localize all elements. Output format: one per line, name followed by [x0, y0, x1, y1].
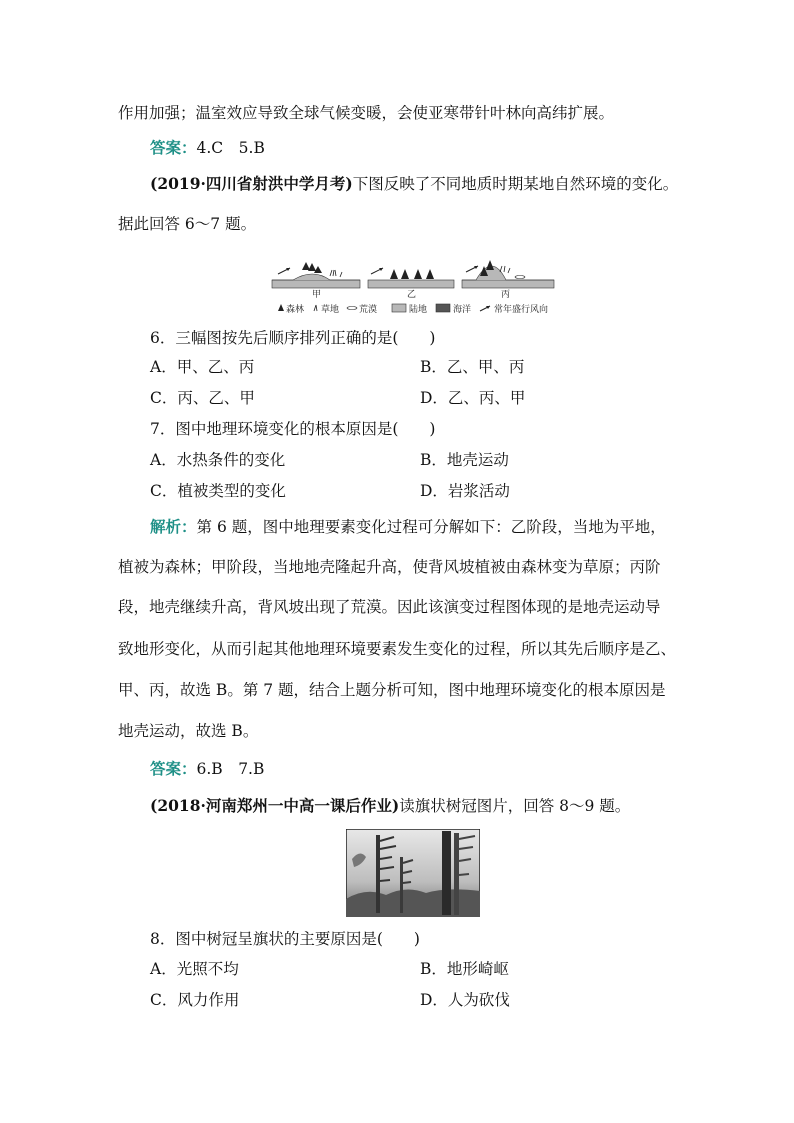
grass-icon	[314, 305, 317, 311]
question-intro-text: 读旗状树冠图片，回答 8～9 题。	[399, 797, 631, 815]
question-intro-6-7-line2: 据此回答 6～7 题。	[118, 215, 257, 233]
legend-grass: 草地	[321, 305, 340, 315]
question-8-option-c: C．风力作用	[150, 991, 240, 1009]
answer-label: 答案：	[150, 759, 197, 778]
question-6-option-c: C．丙、乙、甲	[150, 389, 255, 407]
question-6-stem: 6．三幅图按先后顺序排列正确的是( )	[150, 329, 436, 347]
panel-bing	[462, 260, 554, 300]
flag-tree-photo	[346, 829, 480, 917]
panel-label-jia: 甲	[312, 290, 322, 300]
question-7-option-a: A．水热条件的变化	[150, 451, 286, 469]
desert-icon	[347, 307, 357, 310]
answer-line-2	[150, 759, 264, 779]
legend-wind: 常年盛行风向	[494, 305, 549, 315]
analysis-line-5: 甲、丙，故选 B。第 7 题，结合上题分析可知，图中地理环境变化的根本原因是	[118, 681, 666, 699]
analysis-line-3: 段，地壳继续升高，背风坡出现了荒漠。因此该演变过程图体现的是地壳运动导	[118, 598, 661, 616]
question-intro-8-9	[150, 796, 630, 816]
question-intro-text: 下图反映了不同地质时期某地自然环境的变化。	[352, 175, 679, 193]
legend-ocean: 海洋	[453, 305, 472, 315]
geology-stage-figure	[268, 250, 558, 318]
answer-text: 6.B 7.B	[196, 760, 265, 778]
answer-text: 4.C 5.B	[196, 139, 265, 157]
land-icon	[392, 304, 406, 312]
panel-yi	[368, 268, 454, 300]
question-8-stem: 8．图中树冠呈旗状的主要原因是( )	[150, 930, 420, 948]
figure-legend	[278, 303, 548, 315]
question-8-option-d: D．人为砍伐	[420, 991, 510, 1009]
analysis-line-6: 地壳运动，故选 B。	[118, 722, 259, 740]
panel-label-bing: 丙	[501, 290, 511, 300]
question-7-option-c: C．植被类型的变化	[150, 482, 286, 500]
panel-jia	[272, 262, 360, 300]
question-7-option-b: B．地壳运动	[420, 451, 509, 469]
question-source: (2018·河南郑州一中高一课后作业)	[150, 796, 400, 815]
question-6-option-d: D．乙、丙、甲	[420, 389, 526, 407]
analysis-line-2: 植被为森林；甲阶段，当地地壳隆起升高，使背风坡植被由森林变为草原；丙阶	[118, 558, 661, 576]
question-8-option-b: B．地形崎岖	[420, 960, 509, 978]
legend-forest: 森林	[286, 305, 305, 315]
question-8-option-a: A．光照不均	[150, 960, 239, 978]
analysis-line-1	[150, 517, 666, 537]
legend-land: 陆地	[409, 305, 428, 315]
ocean-icon	[436, 304, 450, 312]
question-6-option-a: A．甲、乙、丙	[150, 358, 255, 376]
question-7-option-d: D．岩浆活动	[420, 482, 510, 500]
question-intro-6-7	[150, 174, 678, 194]
answer-label: 答案：	[150, 138, 197, 157]
question-6-option-b: B．乙、甲、丙	[420, 358, 525, 376]
question-7-stem: 7．图中地理环境变化的根本原因是( )	[150, 420, 436, 438]
forest-icon	[278, 304, 284, 311]
legend-desert: 荒漠	[359, 305, 378, 315]
analysis-text: 第 6 题，图中地理要素变化过程可分解如下：乙阶段，当地为平地，	[196, 518, 666, 536]
analysis-line-4: 致地形变化，从而引起其他地理环境要素发生变化的过程，所以其先后顺序是乙、	[118, 640, 677, 658]
analysis-label: 解析：	[150, 517, 197, 536]
paragraph-continuation: 作用加强；温室效应导致全球气候变暖，会使亚寒带针叶林向高纬扩展。	[118, 104, 615, 122]
question-source: (2019·四川省射洪中学月考)	[150, 174, 353, 193]
answer-line-1	[150, 138, 265, 158]
panel-label-yi: 乙	[407, 290, 417, 300]
